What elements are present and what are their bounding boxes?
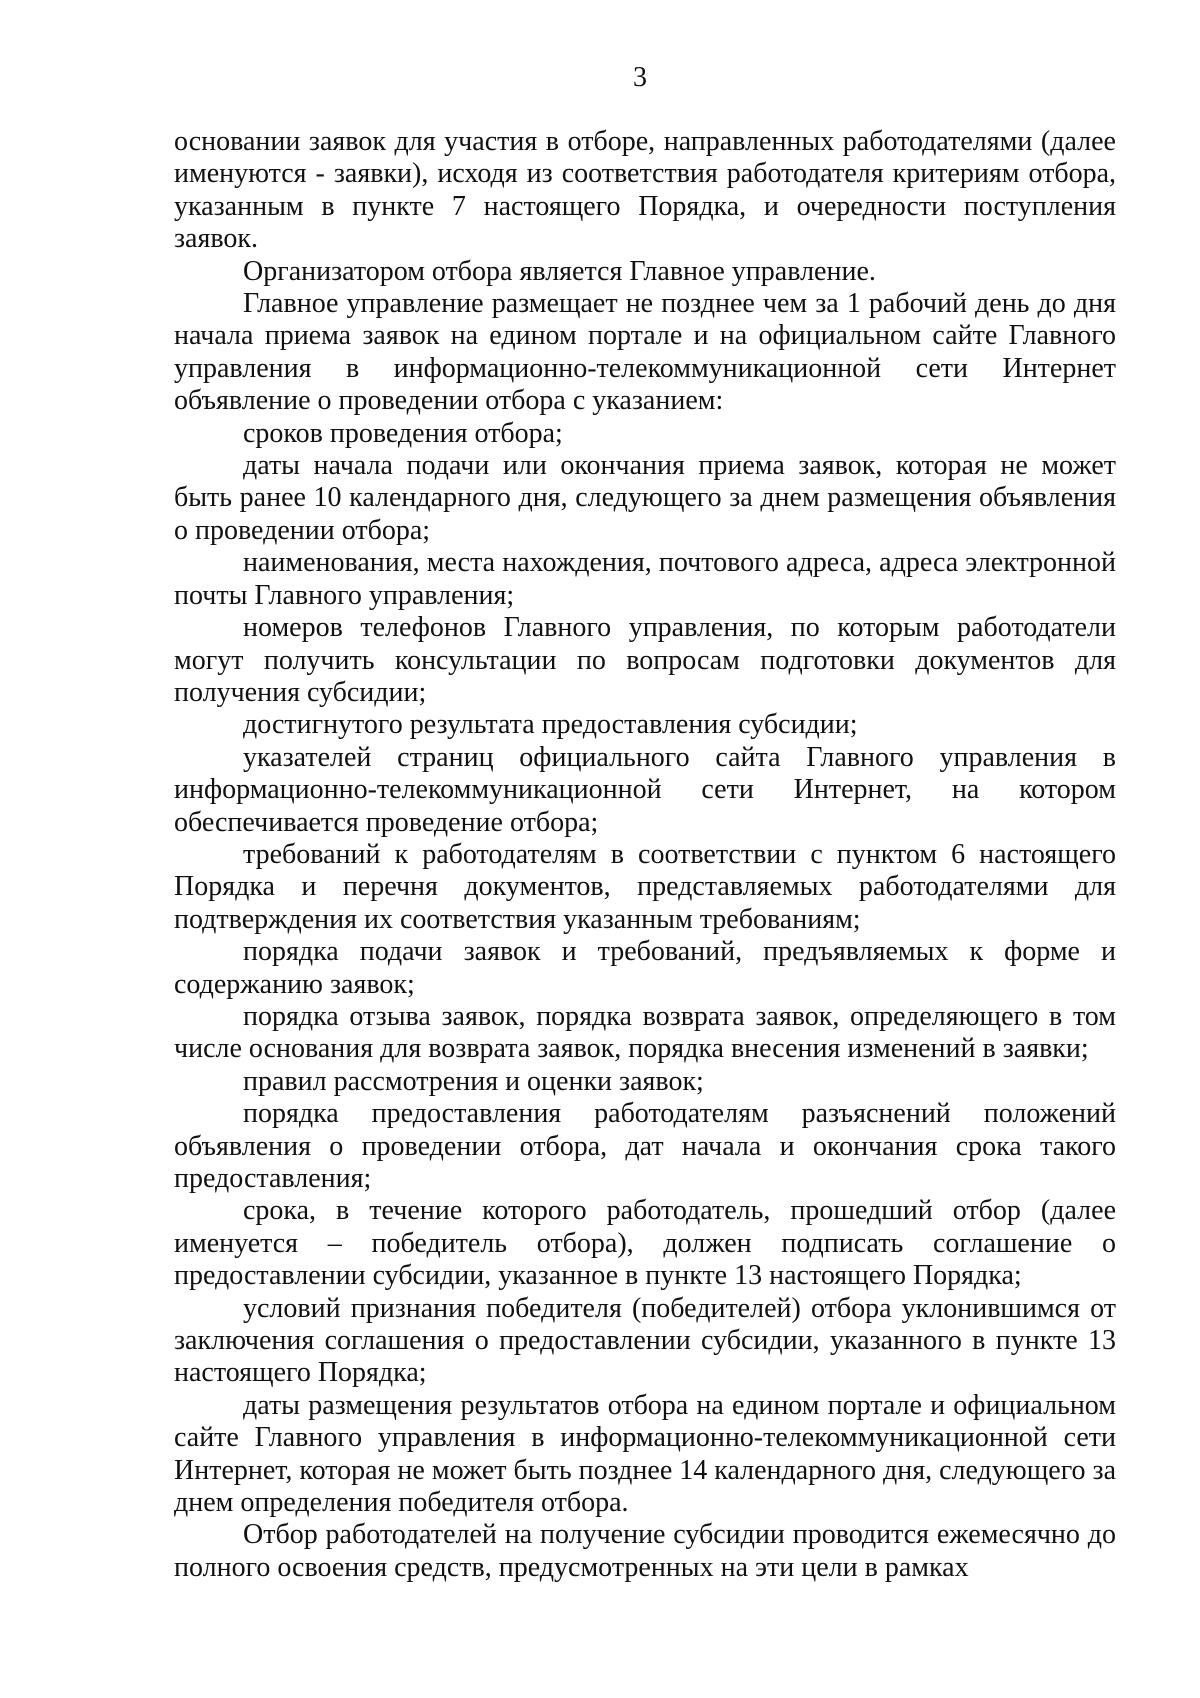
list-item: условий признания победителя (победителей) отбора уклонившимся от заключения соглашения о предоставлении субсидии, указанного в пункте 13 настоящего Порядка; [174,1292,1116,1389]
paragraph: основании заявок для участия в отборе, направленных работодателями (далее именуются - заявки), исходя из соответствия работодателя критериям отбора, указанным в пункте 7 настоящего Порядка, и очередности поступления заявок. [174,126,1116,255]
list-item: порядка подачи заявок и требований, предъявляемых к форме и содержанию заявок; [174,936,1116,1000]
list-item: сроков проведения отбора; [243,417,563,449]
page-number: 3 [633,62,647,93]
list-item: порядка отзыва заявок, порядка возврата заявок, определяющего в том числе основания для возврата заявок, порядка внесения изменений в заявки; [174,1000,1116,1065]
list-item: достигнутого результата предоставления субсидии; [243,709,858,741]
list-item: правил рассмотрения и оценки заявок; [243,1065,704,1097]
paragraph: Отбор работодателей на получение субсидии проводится ежемесячно до полного освоения средств, предусмотренных на эти цели в рамках [174,1519,1116,1583]
document-body [174,126,1116,1584]
list-item: указателей страниц официального сайта Главного управления в информационно-телекоммуникационной сети Интернет, на котором обеспечивается проведение отбора; [174,741,1116,838]
paragraph: Главное управление размещает не позднее чем за 1 рабочий день до дня начала приема заявок на едином портале и на официальном сайте Главного управления в информационно-телекоммуникационной сети Интернет объявление о проведении отбора с указанием: [174,288,1116,417]
list-item: даты начала подачи или окончания приема заявок, которая не может быть ранее 10 календарного дня, следующего за днем размещения объявления о проведении отбора; [174,450,1116,546]
list-item: порядка предоставления работодателям разъяснений положений объявления о проведении отбора, дат начала и окончания срока такого предоставления; [174,1098,1116,1194]
list-item: даты размещения результатов отбора на едином портале и официальном сайте Главного управления в информационно-телекоммуникационной сети Интернет, которая не может быть позднее 14 календарного дня, следующего за днем определения победителя отбора. [174,1389,1116,1519]
list-item: требований к работодателям в соответствии с пунктом 6 настоящего Порядка и перечня документов, представляемых работодателями для подтверждения их соответствия указанным требованиям; [174,838,1116,935]
paragraph: Организатором отбора является Главное управление. [243,255,876,287]
list-item: срока, в течение которого работодатель, прошедший отбор (далее именуется – победитель отбора), должен подписать соглашение о предоставлении субсидии, указанное в пункте 13 настоящего Порядка; [174,1195,1116,1292]
list-item: номеров телефонов Главного управления, по которым работодатели могут получить консультации по вопросам подготовки документов для получения субсидии; [174,612,1116,708]
list-item: наименования, места нахождения, почтового адреса, адреса электронной почты Главного управления; [174,547,1116,611]
